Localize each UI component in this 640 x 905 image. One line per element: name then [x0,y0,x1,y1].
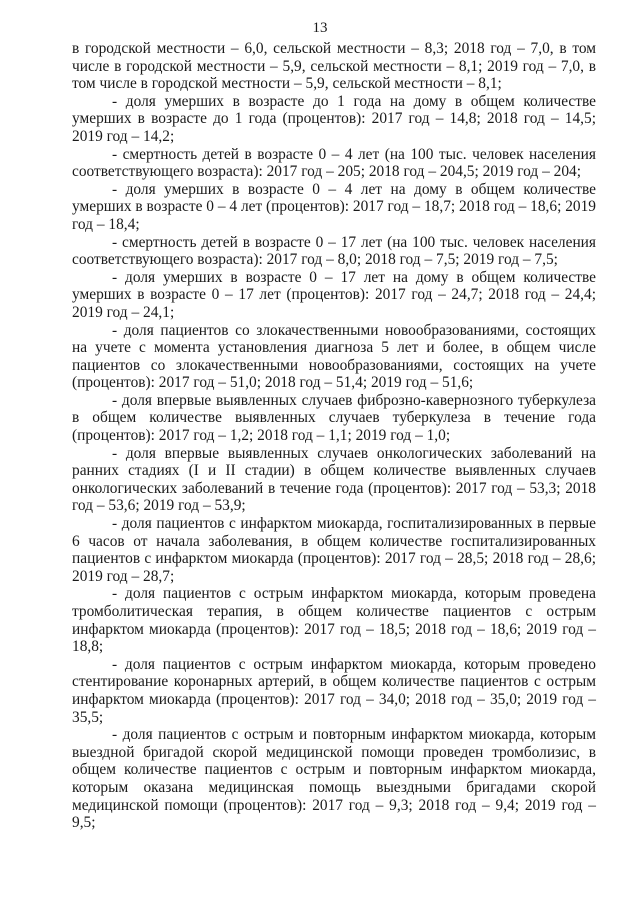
paragraph-home-death-share-0-17: - доля умерших в возрасте 0 – 17 лет на дому в общем количестве умерших в возрасте 0 – 17 лет (процентов): 2017 год – 24,7; 2018 год – 24,4; 2019 год – 24,1; [72,268,596,321]
paragraph-continuation: в городской местности – 6,0, сельской местности – 8,3; 2018 год – 7,0, в том числе в городской местности – 5,9, сельской местности – 8,1; 2019 год – 7,0, в том числе в городской местности – 5,9, сельской местности – 8,1; [72,40,596,93]
paragraph-mi-6-hour-hospitalization: - доля пациентов с инфарктом миокарда, госпитализированных в первые 6 часов от начала заболевания, в общем количестве госпитализированных пациентов с инфарктом миокарда (процентов): 2017 год – 28,5; 2018 год – 28,6; 2019 год – 28,7; [72,515,596,585]
paragraph-mi-ambulance-thrombolysis: - доля пациентов с острым и повторным инфарктом миокарда, которым выездной бригадой скорой медицинской помощи проведен тромболизис, в общем количестве пациентов с острым и повторным инфарктом миокарда, которым оказана медицинская помощь выездными бригадами скорой медицинской помощи (процентов): 2017 год – 9,3; 2018 год – 9,4; 2019 год – 9,5; [72,726,596,832]
paragraph-early-stage-cancer: - доля впервые выявленных случаев онкологических заболеваний на ранних стадиях (I и II стадии) в общем количестве выявленных случаев онкологических заболеваний в течение года (процентов): 2017 год – 53,3; 2018 год – 53,6; 2019 год – 53,9; [72,444,596,515]
document-body [72,40,596,832]
paragraph-mi-thrombolytic-therapy: - доля пациентов с острым инфарктом миокарда, которым проведена тромболитическая терапия, в общем количестве пациентов с острым инфарктом миокарда (процентов): 2017 год – 18,5; 2018 год – 18,6; 2019 год – 18,8; [72,585,596,656]
paragraph-infant-home-death-share: - доля умерших в возрасте до 1 года на дому в общем количестве умерших в возрасте до 1 года (процентов): 2017 год – 14,8; 2018 год – 14,5; 2019 год – 14,2; [72,92,596,145]
paragraph-child-mortality-0-4: - смертность детей в возрасте 0 – 4 лет (на 100 тыс. человек населения соответствующего возраста): 2017 год – 205; 2018 год – 204,5; 2019 год – 204; [72,145,596,181]
paragraph-mi-stenting: - доля пациентов с острым инфарктом миокарда, которым проведено стентирование коронарных артерий, в общем количестве пациентов с острым инфарктом миокарда (процентов): 2017 год – 34,0; 2018 год – 35,0; 2019 год – 35,5; [72,655,596,726]
paragraph-child-mortality-0-17: - смертность детей в возрасте 0 – 17 лет (на 100 тыс. человек населения соответствующего возраста): 2017 год – 8,0; 2018 год – 7,5; 2019 год – 7,5; [72,233,596,269]
paragraph-tuberculosis-share: - доля впервые выявленных случаев фиброзно-кавернозного туберкулеза в общем количестве выявленных случаев туберкулеза в течение года (процентов): 2017 год – 1,2; 2018 год – 1,1; 2019 год – 1,0; [72,391,596,445]
paragraph-home-death-share-0-4: - доля умерших в возрасте 0 – 4 лет на дому в общем количестве умерших в возрасте 0 – 4 лет (процентов): 2017 год – 18,7; 2018 год – 18,6; 2019 год – 18,4; [72,180,596,233]
page-number: 13 [312,20,328,36]
paragraph-cancer-5-year-registry: - доля пациентов со злокачественными новообразованиями, состоящих на учете с момента установления диагноза 5 лет и более, в общем числе пациентов со злокачественными новообразованиями, состоящих на учете (процентов): 2017 год – 51,0; 2018 год – 51,4; 2019 год – 51,6; [72,321,596,392]
